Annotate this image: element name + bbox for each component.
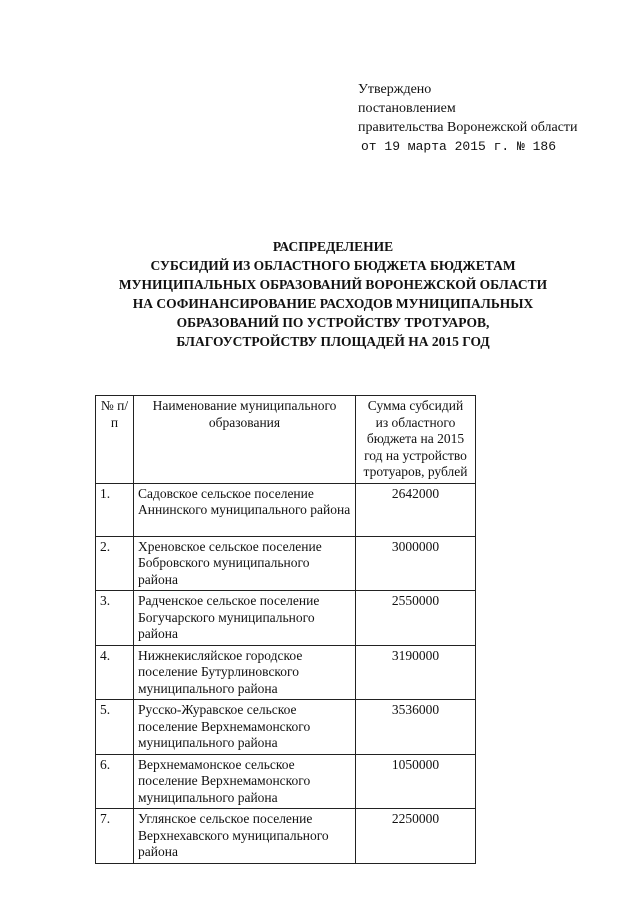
table-row bbox=[96, 645, 476, 700]
table-row bbox=[96, 591, 476, 646]
row-sum: 3536000 bbox=[356, 700, 476, 755]
table-row bbox=[96, 700, 476, 755]
title-line: СУБСИДИЙ ИЗ ОБЛАСТНОГО БЮДЖЕТА БЮДЖЕТАМ bbox=[150, 258, 516, 273]
table-row bbox=[96, 536, 476, 591]
row-sum: 2550000 bbox=[356, 591, 476, 646]
row-number: 1. bbox=[96, 483, 134, 536]
approval-block bbox=[358, 80, 578, 156]
row-number: 7. bbox=[96, 809, 134, 864]
row-name: Углянское сельское поселение Верхнехавского муниципального района bbox=[134, 809, 356, 864]
row-sum: 3000000 bbox=[356, 536, 476, 591]
table-row bbox=[96, 809, 476, 864]
subsidy-table bbox=[95, 395, 476, 864]
title-line: БЛАГОУСТРОЙСТВУ ПЛОЩАДЕЙ НА 2015 ГОД bbox=[176, 334, 490, 349]
header-sum: Сумма субсидий из областного бюджета на 2015 год на устройство тротуаров, рублей bbox=[356, 396, 476, 484]
row-name: Русско-Журавское сельское поселение Верхнемамонского муниципального района bbox=[134, 700, 356, 755]
row-number: 2. bbox=[96, 536, 134, 591]
row-number: 3. bbox=[96, 591, 134, 646]
title-line: ОБРАЗОВАНИЙ ПО УСТРОЙСТВУ ТРОТУАРОВ, bbox=[176, 315, 490, 330]
row-name: Хреновское сельское поселение Бобровского муниципального района bbox=[134, 536, 356, 591]
row-name: Радченское сельское поселение Богучарского муниципального района bbox=[134, 591, 356, 646]
title-line: РАСПРЕДЕЛЕНИЕ bbox=[272, 239, 394, 254]
table-row bbox=[96, 483, 476, 536]
document-title bbox=[80, 237, 586, 351]
title-line: НА СОФИНАНСИРОВАНИЕ РАСХОДОВ МУНИЦИПАЛЬНЫХ bbox=[132, 296, 534, 311]
row-name: Нижнекисляйское городское поселение Бутурлиновского муниципального района bbox=[134, 645, 356, 700]
row-number: 5. bbox=[96, 700, 134, 755]
header-name: Наименование муниципального образования bbox=[134, 396, 356, 484]
row-number: 4. bbox=[96, 645, 134, 700]
approval-line: постановлением bbox=[358, 101, 456, 116]
approval-line: Утверждено bbox=[358, 82, 432, 97]
row-sum: 3190000 bbox=[356, 645, 476, 700]
row-number: 6. bbox=[96, 754, 134, 809]
title-line: МУНИЦИПАЛЬНЫХ ОБРАЗОВАНИЙ ВОРОНЕЖСКОЙ ОБЛАСТИ bbox=[118, 277, 548, 292]
header-num: № п/п bbox=[96, 396, 134, 484]
row-name: Верхнемамонское сельское поселение Верхнемамонского муниципального района bbox=[134, 754, 356, 809]
row-sum: 2642000 bbox=[356, 483, 476, 536]
table-header-row bbox=[96, 396, 476, 484]
row-sum: 2250000 bbox=[356, 809, 476, 864]
approval-date-line: от 19 марта 2015 г. № 186 bbox=[361, 139, 557, 154]
row-sum: 1050000 bbox=[356, 754, 476, 809]
row-name: Садовское сельское поселение Аннинского муниципального района bbox=[134, 483, 356, 536]
table-row bbox=[96, 754, 476, 809]
approval-line: правительства Воронежской области bbox=[358, 120, 578, 135]
